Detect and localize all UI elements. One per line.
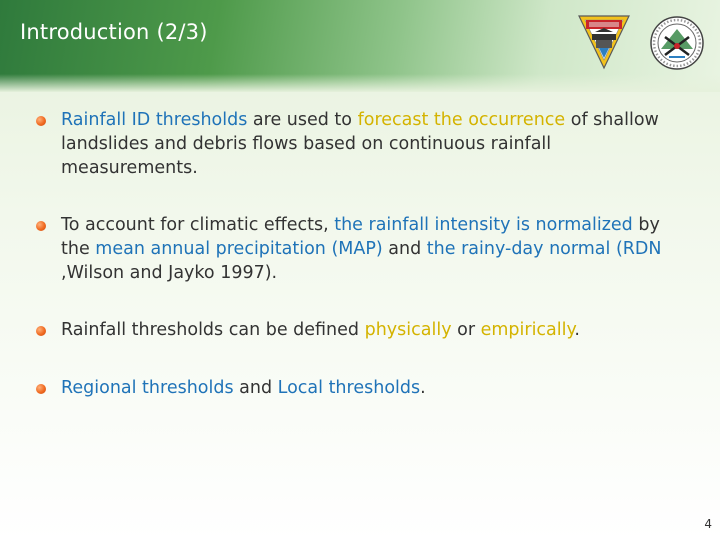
bullet-1-seg-4: of shallow landslides and debris flows based on continuous rainfall measurements. [61,110,659,178]
bullet-item-4 [36,376,676,400]
bullet-3-seg-3: or [451,320,481,340]
bullet-3-seg-5: . [574,320,580,340]
bullet-2-seg-6: the rainy-day normal (RDN [426,239,662,259]
bullet-2-seg-5: and [382,239,427,259]
bullet-2-seg-7: ,Wilson and Jayko 1997). [61,263,278,283]
bullet-2-seg-3: by the [61,215,660,259]
bullet-marker-icon [36,116,46,126]
bullet-4-seg-4: . [420,378,426,398]
bullet-3-seg-1: Rainfall thresholds can be defined [61,320,365,340]
bullet-4-seg-1: Regional thresholds [61,378,234,398]
bullet-item-2 [36,213,676,285]
bullet-2-seg-2: the rainfall intensity is normalized [334,215,633,235]
bullet-marker-icon [36,384,46,394]
bullet-1-seg-1: Rainfall ID thresholds [61,110,248,130]
bullet-2-seg-4: mean annual precipitation (MAP) [95,239,383,259]
bullet-4-seg-3: Local thresholds [277,378,421,398]
bullet-list [36,108,676,400]
bullet-4-seg-2: and [233,378,278,398]
bullet-item-3 [36,318,676,342]
bullet-item-1 [36,108,676,180]
bullet-3-seg-4: empirically [480,320,575,340]
bullet-1-seg-2: are used to [247,110,358,130]
bullet-1-seg-3: forecast the occurrence [357,110,566,130]
bullet-2-seg-1: To account for climatic effects, [61,215,335,235]
university-shield-logo [577,14,631,70]
bullet-marker-icon [36,221,46,231]
page-number: 4 [704,517,712,531]
society-emblem-logo [649,15,705,71]
bullet-marker-icon [36,326,46,336]
slide-title: Introduction (2/3) [20,20,208,44]
bullet-3-seg-2: physically [364,320,452,340]
